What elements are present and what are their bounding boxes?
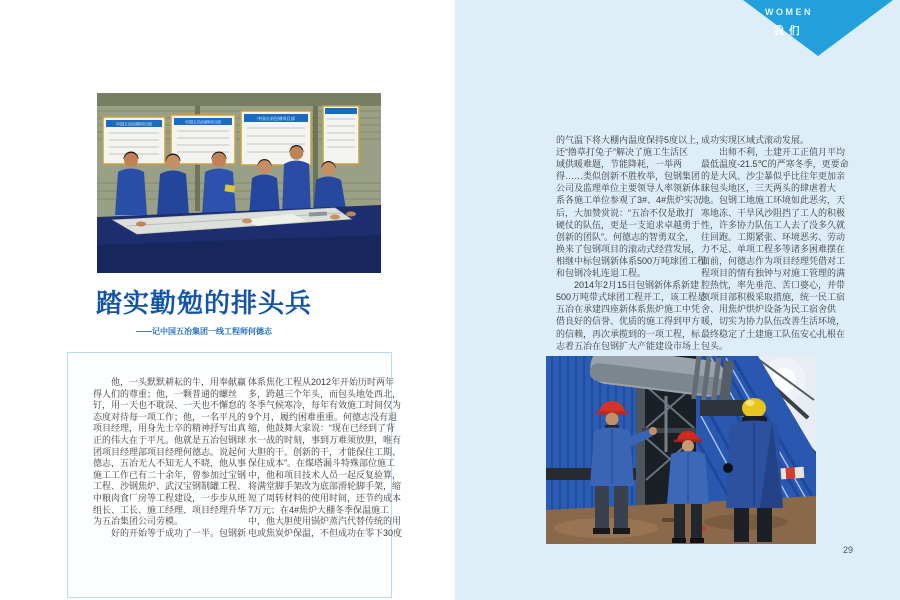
text-line: 2014年2月15日包钢新体系新建 [556, 280, 700, 291]
text-line: 施工工作已有二十余年，曾参加过宝钢 [93, 469, 247, 480]
banner-title-en: WOMEN [765, 7, 813, 17]
text-line: 中，他和项目技术人员一起反复验算， [248, 469, 402, 480]
article-headline: 踏实勤勉的排头兵 [95, 289, 312, 318]
text-line: 保住成本”。在煤塔漏斗特殊部位施工 [248, 458, 395, 469]
text-line: 中粮肉食厂房等工程建设，一步步从班 [93, 492, 247, 503]
text-line: 还“撸草打兔子”解决了施工生活区 [556, 147, 688, 158]
text-line: 的信赖，再次承揽到的一项工程，标 [556, 328, 701, 339]
text-line: 腔热忱，率先垂范、苦口婆心，并带 [701, 280, 846, 291]
text-line: 他，一头默默耕耘的牛，用奉献赢 [93, 377, 247, 387]
photo-site-workers [546, 356, 816, 544]
text-line: 得……类似创新不胜枚举，包钢集团 [556, 171, 701, 182]
text-line: 正的伟大在于平凡。他就是五冶包钢球 [93, 434, 247, 445]
text-line: 好的开始等于成功了一半。包钢新 [93, 527, 247, 538]
right-column-1 [556, 134, 707, 352]
text-line: 舍、用焦炉烘炉设备为民工宿舍供 [701, 304, 837, 315]
text-line: 短了周转材料的使用时间，还节约成本 [248, 492, 402, 503]
text-line: 缩，他鼓舞大家说：“现在已经到了背 [248, 423, 395, 434]
text-line: 五冶在承建四座新体系焦炉施工中凭 [556, 304, 701, 315]
text-line: 睐包头地区，三天两头的肆虐着大 [701, 183, 837, 194]
text-line: 500万吨带式球团工程开工，该工程是 [556, 292, 707, 303]
text-line: 冬季气候寒冷，每年有效施工时间仅为 [248, 400, 402, 411]
text-line: 的气温下将大棚内温度保持5度以上， [556, 135, 706, 145]
text-line: 程项目的情有独钟与对施工管理的满 [701, 268, 846, 279]
text-line: 大胆的干、创新的干，才能保住工期、 [248, 446, 402, 457]
photo-workers-blueprint [97, 93, 381, 273]
text-line: 的是大风、沙尘暴似乎比往年更加亲 [701, 171, 846, 182]
text-line: 最低温度-21.5℃的严寒冬季，更要命 [701, 159, 849, 170]
text-line: 志着五冶在包钢扩大产能建设市场上 [556, 340, 701, 351]
text-line: 组长、工长、施工经理、项目经理升华 [93, 504, 247, 515]
text-line: 包头。 [701, 340, 729, 351]
article-subtitle: ——记中国五冶集团一线工程师何德志 [136, 327, 272, 336]
text-line: 硬仗的队伍，更是一支追求卓越勇于 [556, 219, 701, 230]
text-line: 成功实现区域式滚动发展。 [701, 135, 810, 145]
text-line: 相继中标包钢新体系500万吨球团工程 [556, 255, 707, 266]
text-line: 工程、沙钢焦炉、武汉宝钢制罐工程、 [93, 481, 247, 492]
text-line: 域供暖难题，节能降耗，一举两 [556, 159, 683, 170]
text-line: 地。包钢工地施工环境如此恶劣，天 [701, 195, 846, 206]
text-line: 水一战的时刻，事到万难须放胆，唯有 [248, 434, 402, 445]
text-line: 系各施工单位参观了3#、4#焦炉实况 [556, 195, 703, 206]
text-line: 7万元；在4#焦炉大棚冬季保温施工 [248, 504, 390, 515]
text-line: 寒地冻、干旱风沙阻挡了工人的积极 [701, 207, 846, 218]
text-line: 往回跑。工期紧张、环境恶劣、劳动 [701, 231, 846, 242]
left-column-2 [248, 377, 403, 539]
text-line: 公司及监理单位主要领导人率领新体 [556, 183, 701, 194]
text-line: 性，许多协力队伍工人去了没多久就 [701, 219, 846, 230]
text-line: 多，跨越三个年头，而包头地处西北， [248, 388, 402, 399]
text-line: 中，他大胆使用锅炉蒸汽代替传统的用 [248, 516, 402, 527]
text-line: 钉，用一天也不耽误、一天也不懈怠的 [93, 400, 247, 411]
text-line: 出师不利，土建开工正值月平均 [701, 147, 846, 158]
right-column-2 [701, 134, 849, 352]
text-line: 领项目部积极采取措施，统一民工宿 [701, 292, 846, 303]
text-line: 将满堂脚手架改为底部滑轮脚手架，缩 [248, 481, 402, 492]
text-line: 后，大加赞赏说：“五冶不仅是敢打 [556, 207, 694, 218]
text-line: 最终稳定了土建施工队伍安心扎根在 [701, 328, 846, 339]
text-line: 项目经理，用身先士卒的精神抒写出真 [93, 423, 247, 434]
text-line: 团项目经理部项目经理何德志。说起何 [93, 446, 247, 457]
text-line: 9个月，履约困难重重。何德志没有退 [248, 411, 398, 422]
text-line: 电或焦炭炉保温，不但成功在零下30度 [248, 527, 403, 538]
text-line: 面前，何德志作为项目经理凭借对工 [701, 255, 846, 266]
banner-title-cn: 我们 [773, 25, 805, 37]
text-line: 体系焦化工程从2012年开始历时两年 [248, 377, 395, 387]
text-line: 德志，五冶无人不知无人不晓，他从事 [93, 458, 247, 469]
text-line: 和包钢冷轧连退工程。 [556, 268, 647, 279]
text-line: 态度对待每一项工作；他，一名平凡的 [93, 411, 247, 422]
left-column-1 [93, 377, 247, 539]
page-number: 29 [842, 545, 853, 555]
text-line: 借良好的信誉、优质的施工得到甲方 [556, 316, 701, 327]
text-line: 力不足、单项工程多等诸多困难摆在 [701, 243, 846, 254]
text-line: 换来了包钢项目的滚动式经营发展， [556, 243, 701, 254]
text-line: 得人们的尊重；他，一颗普通的螺丝 [93, 388, 238, 399]
text-line: 创新的团队”。何德志的智勇双全， [556, 231, 694, 242]
board-title: 中国五冶包钢项目部 [185, 119, 221, 125]
board-title: 中国五冶包钢项目部 [257, 116, 295, 121]
text-line: 为五冶集团公司劳模。 [93, 516, 184, 527]
board-title: 中国五冶包钢项目部 [116, 121, 152, 127]
text-line: 暖，切实为协力队伍改善生活环境， [701, 316, 846, 327]
